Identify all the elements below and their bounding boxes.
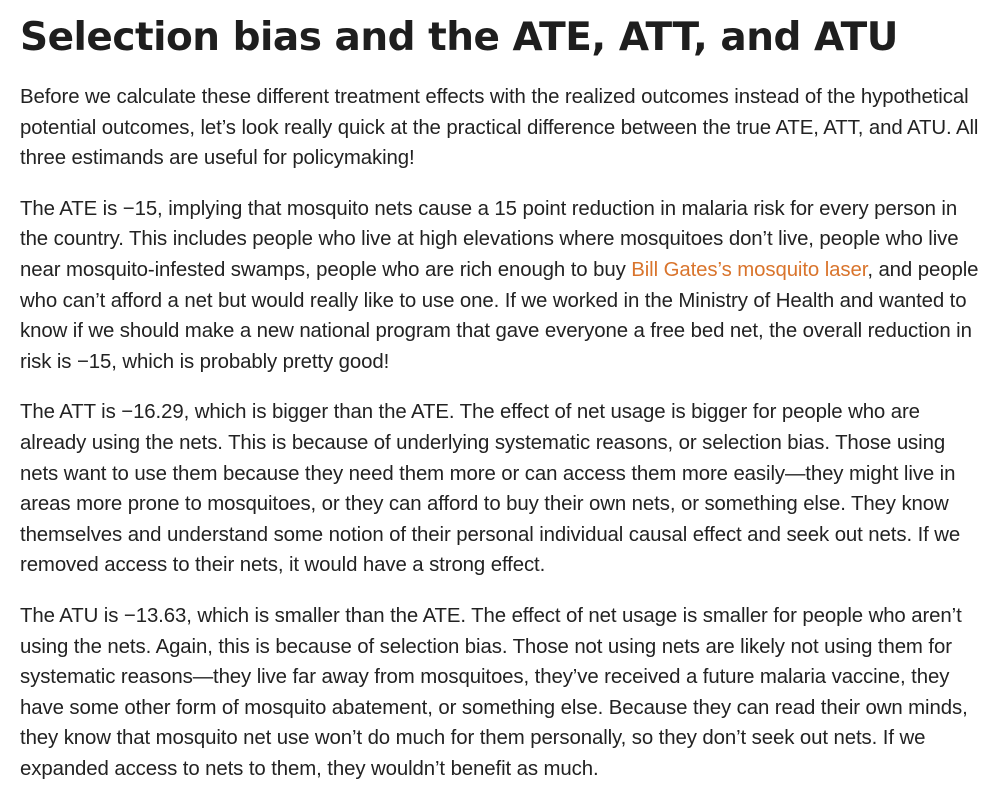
paragraph-ate: [20, 194, 982, 378]
paragraph-intro: Before we calculate these different treatment effects with the realized outcomes instead of the hypothetical potential outcomes, let’s look really quick at the practical difference between the true ATE, ATT, and ATU. All three estimands are useful for policymaking!: [20, 86, 979, 170]
paragraph-att: The ATT is −16.29, which is bigger than the ATE. The effect of net usage is bigger for people who are already using the nets. This is because of underlying systematic reasons, or selection bias. Those using nets want to use them because they need them more or can access them more easily—they might live in areas more prone to mosquitoes, or they can afford to buy their own nets, or something else. They know themselves and understand some notion of their personal individual causal effect and seek out nets. If we removed access to their nets, it would have a strong effect.: [20, 401, 961, 577]
paragraph-ate-text-before: The ATE is −15, implying that mosquito nets cause a 15 point reduction in malaria risk for every person in the country. This includes people who live at high elevations where mosquitoes don’t live, people who live near mosquito-infested swamps, people who are rich enough to buy: [20, 197, 959, 281]
mosquito-laser-link[interactable]: Bill Gates’s mosquito laser: [631, 258, 868, 281]
paragraph-ate-text-after: , and people who can’t afford a net but would really like to use one. If we worked in the Ministry of Health and wanted to know if we should make a new national program that gave everyone a free bed net, the overall reduction in risk is −15, which is probably pretty good!: [20, 258, 979, 373]
paragraph-atu: The ATU is −13.63, which is smaller than the ATE. The effect of net usage is smaller for people who aren’t using the nets. Again, this is because of selection bias. Those not using nets are likely not using them for systematic reasons—they live far away from mosquitoes, they’ve received a future malaria vaccine, they have some other form of mosquito abatement, or something else. Because they can read their own minds, they know that mosquito net use won’t do much for them personally, so they don’t seek out nets. If we expanded access to nets to them, they wouldn’t benefit as much.: [20, 604, 968, 780]
section-heading: Selection bias and the ATE, ATT, and ATU: [20, 15, 898, 60]
